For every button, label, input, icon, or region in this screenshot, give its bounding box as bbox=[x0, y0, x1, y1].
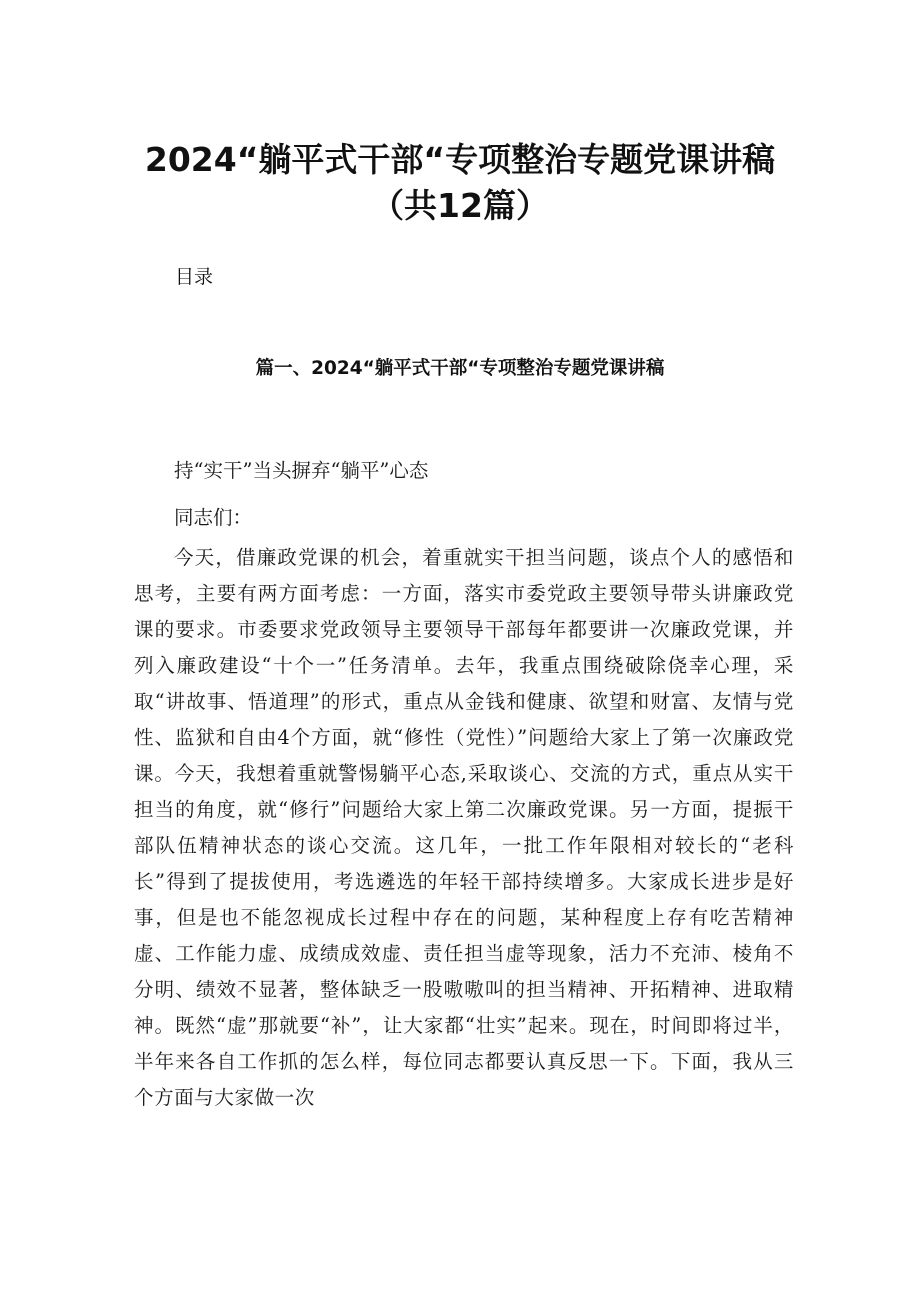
speech-subtitle: 持“实干”当头摒弃“躺平”心态 bbox=[174, 459, 429, 482]
document-title-count: （共12篇） bbox=[371, 186, 549, 225]
toc-heading: 目录 bbox=[175, 266, 214, 288]
document-title: 2024“躺平式干部“专项整治专题党课讲稿 bbox=[144, 140, 776, 179]
toc-entry-1: 篇一、2024“躺平式干部“专项整治专题党课讲稿 bbox=[255, 358, 665, 379]
speech-greeting: 同志们： bbox=[174, 506, 253, 529]
speech-paragraph: 今天，借廉政党课的机会，着重就实干担当问题，谈点个人的感悟和思考，主要有两方面考虑：一方面，落实市委党政主要领导带头讲廉政党课的要求。市委要求党政领导主要领导干部每年都要讲一次廉政党课，并列入廉政建设“十个一”任务清单。去年，我重点围绕破除侥幸心理，采取“讲故事、悟道理”的形式，重点从金钱和健康、欲望和财富、友情与党性、监狱和自由4个方面，就“修性（党性）”问题给大家上了第一次廉政党课。今天，我想着重就警惕躺平心态,采取谈心、交流的方式，重点从实干担当的角度，就“修行”问题给大家上第二次廉政党课。另一方面，提振干部队伍精神状态的谈心交流。这几年，一批工作年限相对较长的“老科长”得到了提拔使用，考选遴选的年轻干部持续增多。大家成长进步是好事，但是也不能忽视成长过程中存在的问题，某种程度上存有吃苦精神虚、工作能力虚、成绩成效虚、责任担当虚等现象，活力不充沛、棱角不分明、绩效不显著，整体缺乏一股嗷嗷叫的担当精神、开拓精神、进取精神。既然“虚”那就要“补”，让大家都“壮实”起来。现在，时间即将过半，半年来各自工作抓的怎么样，每位同志都要认真反思一下。下面，我从三个方面与大家做一次 bbox=[134, 546, 794, 1109]
